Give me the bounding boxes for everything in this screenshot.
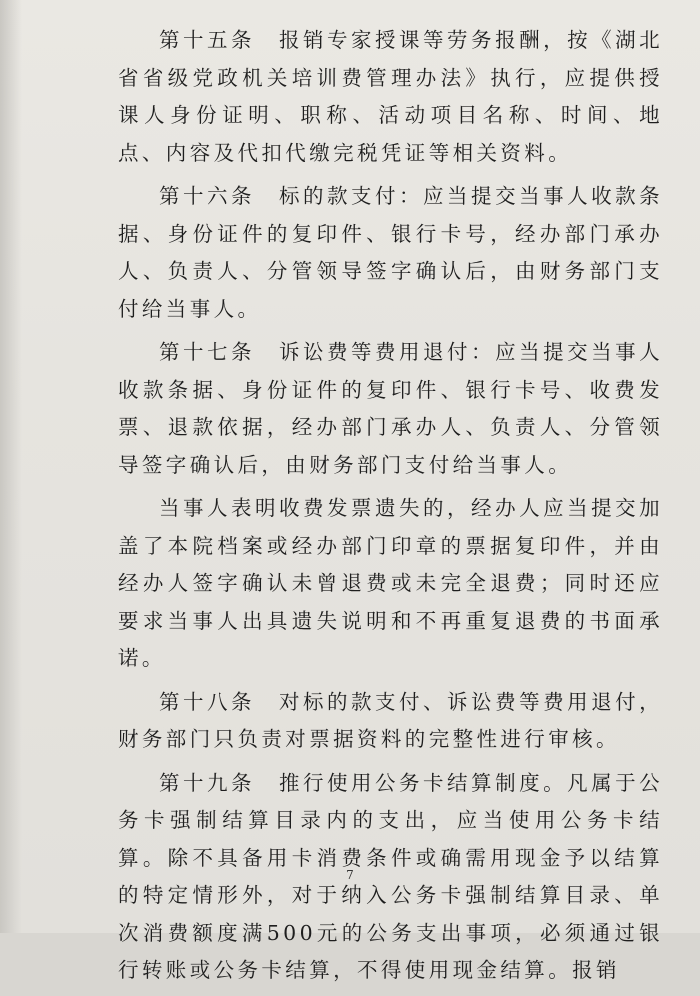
article-17-supplement: 当事人表明收费发票遗失的，经办人应当提交加盖了本院档案或经办部门印章的票据复印件，并由经办人签字确认未曾退费或未完全退费；同时还应要求当事人出具遗失说明和不再重复退费的书面承诺。 <box>118 496 663 670</box>
page-edge-shadow <box>0 0 22 933</box>
document-body <box>118 22 663 996</box>
article-17: 第十七条 诉讼费等费用退付：应当提交当事人收款条据、身份证件的复印件、银行卡号、收费发票、退款依据，经办部门承办人、负责人、分管领导签字确认后，由财务部门支付给当事人。 <box>118 340 663 477</box>
article-19: 第十九条 推行使用公务卡结算制度。凡属于公务卡强制结算目录内的支出，应当使用公务卡结算。除不具备用卡消费条件或确需用现金予以结算的特定情形外，对于纳入公务卡强制结算目录、单次消费额度满500元的公务支出事项，必须通过银行转账或公务卡结算，不得使用现金结算。报销 <box>118 770 663 982</box>
article-18: 第十八条 对标的款支付、诉讼费等费用退付，财务部门只负责对票据资料的完整性进行审核。 <box>118 689 663 751</box>
article-15: 第十五条 报销专家授课等劳务报酬，按《湖北省省级党政机关培训费管理办法》执行，应提供授课人身份证明、职称、活动项目名称、时间、地点、内容及代扣代缴完税凭证等相关资料。 <box>118 28 663 165</box>
page-number: 7 <box>346 868 354 882</box>
article-16: 第十六条 标的款支付：应当提交当事人收款条据、身份证件的复印件、银行卡号，经办部门承办人、负责人、分管领导签字确认后，由财务部门支付给当事人。 <box>118 184 663 321</box>
